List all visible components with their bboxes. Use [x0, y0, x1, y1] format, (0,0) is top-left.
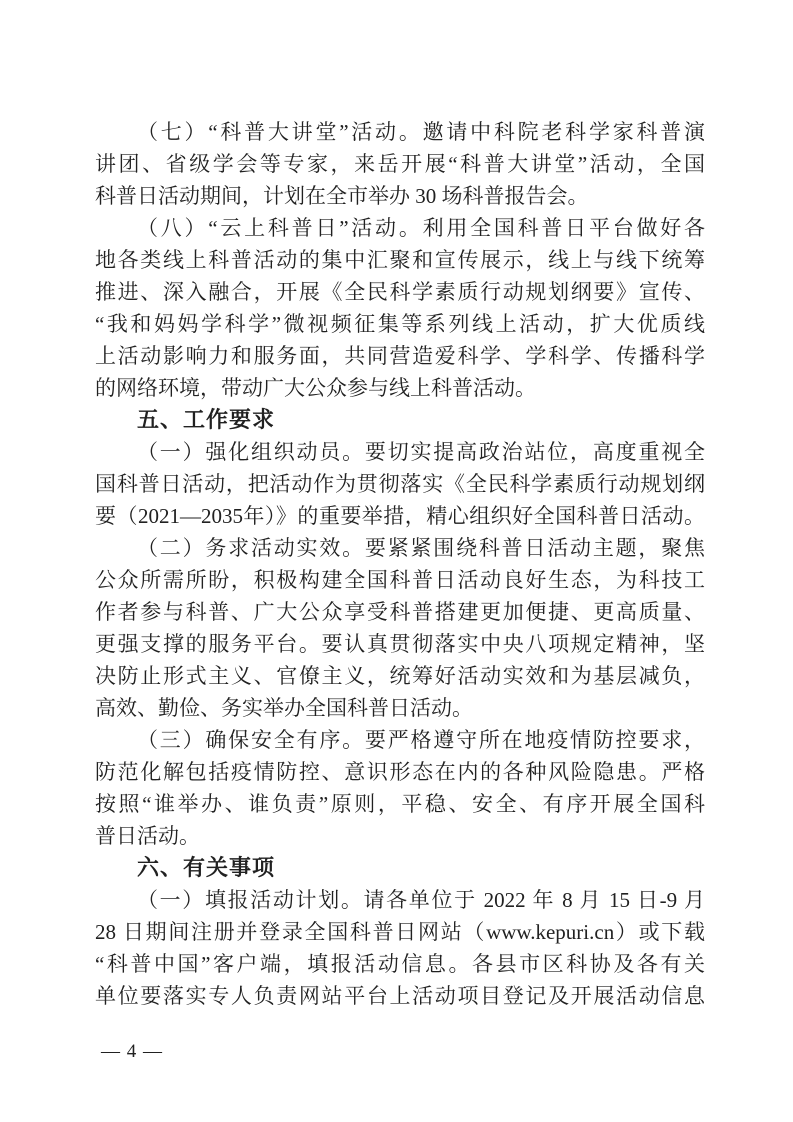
text-line: 公众所需所盼，积极构建全国科普日活动良好生态，为科技工: [95, 568, 705, 592]
text-line: 作者参与科普、广大公众享受科普搭建更加便捷、更高质量、: [95, 600, 705, 624]
text-line: （八）“云上科普日”活动。利用全国科普日平台做好各: [137, 216, 705, 240]
text-line: 防范化解包括疫情防控、意识形态在内的各种风险隐患。严格: [95, 760, 705, 784]
text-line: （七）“科普大讲堂”活动。邀请中科院老科学家科普演: [137, 120, 705, 144]
paragraph: [95, 884, 705, 1012]
text-line: 科普日活动期间，计划在全市举办 30 场科普报告会。: [95, 184, 589, 208]
text-line: 讲团、省级学会等专家，来岳开展“科普大讲堂”活动，全国: [95, 152, 705, 176]
text-line: （二）务求活动实效。要紧紧围绕科普日活动主题，聚焦: [137, 536, 705, 560]
document-body: [95, 116, 705, 1012]
paragraph: [95, 724, 705, 852]
page-number: — 4 —: [101, 1041, 163, 1062]
text-line: 按照“谁举办、谁负责”原则，平稳、安全、有序开展全国科: [95, 792, 705, 816]
text-line: 普日活动。: [95, 824, 200, 848]
text-line: （三）确保安全有序。要严格遵守所在地疫情防控要求，: [137, 728, 705, 752]
text-line: 地各类线上科普活动的集中汇聚和宣传展示，线上与线下统筹: [95, 248, 705, 272]
text-line: “我和妈妈学科学”微视频征集等系列线上活动，扩大优质线: [95, 312, 705, 336]
text-line: （一）强化组织动员。要切实提高政治站位，高度重视全: [137, 440, 705, 464]
text-line: 决防止形式主义、官僚主义，统筹好活动实效和为基层减负，: [95, 664, 705, 688]
paragraph: [95, 532, 705, 724]
text-line: 28 日期间注册并登录全国科普日网站（www.kepuri.cn）或下载: [95, 920, 705, 944]
text-line: 上活动影响力和服务面，共同营造爱科学、学科学、传播科学: [95, 344, 705, 368]
text-line: 国科普日活动，把活动作为贯彻落实《全民科学素质行动规划纲: [95, 472, 705, 496]
section-heading: 五、工作要求: [137, 407, 276, 432]
paragraph: [95, 436, 705, 532]
text-line: 更强支撑的服务平台。要认真贯彻落实中央八项规定精神，坚: [95, 632, 705, 656]
text-line: 推进、深入融合，开展《全民科学素质行动规划纲要》宣传、: [95, 280, 705, 304]
text-line: “科普中国”客户端，填报活动信息。各县市区科协及各有关: [95, 952, 705, 976]
text-line: 要（2021—2035年）》的重要举措，精心组织好全国科普日活动。: [95, 504, 705, 528]
text-line: （一）填报活动计划。请各单位于 2022 年 8 月 15 日-9 月: [137, 888, 705, 912]
section-heading: 六、有关事项: [137, 855, 276, 880]
text-line: 的网络环境，带动广大公众参与线上科普活动。: [95, 376, 536, 400]
paragraph: [95, 116, 705, 212]
text-line: 单位要落实专人负责网站平台上活动项目登记及开展活动信息: [95, 984, 705, 1008]
paragraph: [95, 212, 705, 404]
text-line: 高效、勤俭、务实举办全国科普日活动。: [95, 696, 473, 720]
